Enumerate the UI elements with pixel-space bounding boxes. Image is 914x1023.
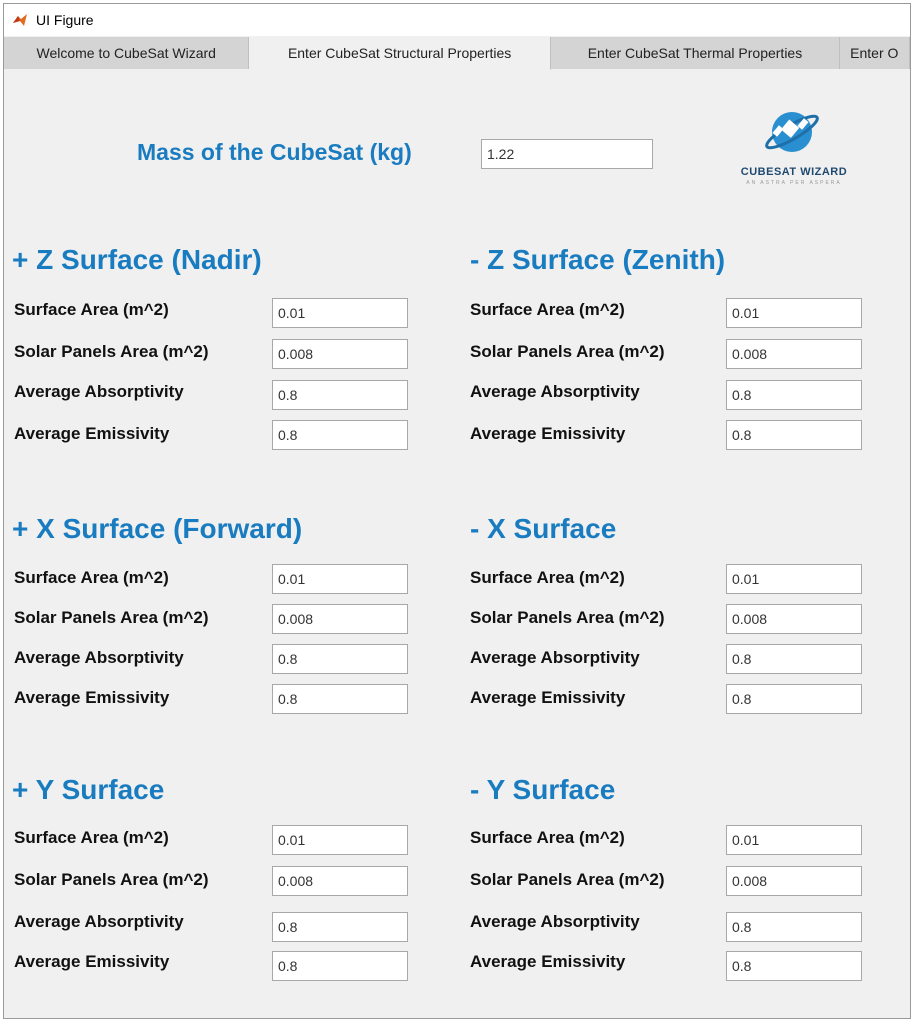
structural-properties-panel <box>4 70 910 1019</box>
plus-y-emissivity-label: Average Emissivity <box>14 952 170 971</box>
plus-y-solar-label: Solar Panels Area (m^2) <box>14 870 209 889</box>
minus-z-area-input[interactable]: 0.01 <box>726 298 862 328</box>
plus-z-emissivity-label: Average Emissivity <box>14 424 170 443</box>
minus-x-absorptivity-input[interactable]: 0.8 <box>726 644 862 674</box>
minus-y-absorptivity-input[interactable]: 0.8 <box>726 912 862 942</box>
plus-x-absorptivity-label: Average Absorptivity <box>14 648 184 667</box>
plus-y-solar-input[interactable]: 0.008 <box>272 866 408 896</box>
minus-y-absorptivity-label: Average Absorptivity <box>470 912 640 931</box>
tab-thermal-properties[interactable]: Enter CubeSat Thermal Properties <box>551 37 840 69</box>
plus-z-surface-title: + Z Surface (Nadir) <box>12 244 262 275</box>
minus-z-emissivity-label: Average Emissivity <box>470 424 626 443</box>
minus-z-absorptivity-input[interactable]: 0.8 <box>726 380 862 410</box>
minus-y-solar-label: Solar Panels Area (m^2) <box>470 870 665 889</box>
plus-z-absorptivity-input[interactable]: 0.8 <box>272 380 408 410</box>
plus-x-emissivity-label: Average Emissivity <box>14 688 170 707</box>
plus-y-surface-title: + Y Surface <box>12 774 165 805</box>
tab-welcome[interactable]: Welcome to CubeSat Wizard <box>4 37 249 69</box>
minus-z-emissivity-input[interactable]: 0.8 <box>726 420 862 450</box>
plus-z-solar-input[interactable]: 0.008 <box>272 339 408 369</box>
minus-x-emissivity-input[interactable]: 0.8 <box>726 684 862 714</box>
plus-z-absorptivity-label: Average Absorptivity <box>14 382 184 401</box>
ui-figure-window <box>3 3 911 1019</box>
cubesat-wizard-logo <box>724 106 864 186</box>
minus-y-emissivity-input[interactable]: 0.8 <box>726 951 862 981</box>
plus-z-solar-label: Solar Panels Area (m^2) <box>14 342 209 361</box>
minus-x-surface-title: - X Surface <box>470 513 617 544</box>
logo-subtext: AN ASTRA PER ASPERA <box>746 180 842 186</box>
plus-x-solar-label: Solar Panels Area (m^2) <box>14 608 209 627</box>
mass-label: Mass of the CubeSat (kg) <box>137 139 412 165</box>
plus-y-absorptivity-label: Average Absorptivity <box>14 912 184 931</box>
plus-x-area-label: Surface Area (m^2) <box>14 568 169 587</box>
plus-x-area-input[interactable]: 0.01 <box>272 564 408 594</box>
plus-x-surface-title: + X Surface (Forward) <box>12 513 303 544</box>
minus-y-emissivity-label: Average Emissivity <box>470 952 626 971</box>
plus-z-emissivity-input[interactable]: 0.8 <box>272 420 408 450</box>
minus-x-absorptivity-label: Average Absorptivity <box>470 648 640 667</box>
title-bar <box>4 4 910 36</box>
plus-y-absorptivity-input[interactable]: 0.8 <box>272 912 408 942</box>
minus-x-emissivity-label: Average Emissivity <box>470 688 626 707</box>
plus-y-area-input[interactable]: 0.01 <box>272 825 408 855</box>
mass-input[interactable]: 1.22 <box>481 139 653 169</box>
matlab-icon <box>12 12 28 28</box>
minus-z-solar-input[interactable]: 0.008 <box>726 339 862 369</box>
minus-y-surface-title: - Y Surface <box>470 774 616 805</box>
plus-y-emissivity-input[interactable]: 0.8 <box>272 951 408 981</box>
plus-z-area-label: Surface Area (m^2) <box>14 300 169 319</box>
logo-text: CUBESAT WIZARD <box>740 166 848 178</box>
minus-z-area-label: Surface Area (m^2) <box>470 300 625 319</box>
minus-x-solar-label: Solar Panels Area (m^2) <box>470 608 665 627</box>
minus-x-solar-input[interactable]: 0.008 <box>726 604 862 634</box>
minus-y-area-input[interactable]: 0.01 <box>726 825 862 855</box>
plus-x-emissivity-input[interactable]: 0.8 <box>272 684 408 714</box>
plus-y-area-label: Surface Area (m^2) <box>14 828 169 847</box>
minus-z-absorptivity-label: Average Absorptivity <box>470 382 640 401</box>
plus-x-absorptivity-input[interactable]: 0.8 <box>272 644 408 674</box>
minus-y-area-label: Surface Area (m^2) <box>470 828 625 847</box>
plus-z-area-input[interactable]: 0.01 <box>272 298 408 328</box>
tab-enter-other[interactable]: Enter O <box>840 37 910 69</box>
minus-y-solar-input[interactable]: 0.008 <box>726 866 862 896</box>
tab-bar <box>4 37 910 69</box>
minus-x-area-input[interactable]: 0.01 <box>726 564 862 594</box>
satellite-logo-icon <box>724 106 864 166</box>
minus-z-solar-label: Solar Panels Area (m^2) <box>470 342 665 361</box>
minus-z-surface-title: - Z Surface (Zenith) <box>470 244 726 275</box>
tab-structural-properties[interactable]: Enter CubeSat Structural Properties <box>249 37 550 70</box>
window-title: UI Figure <box>36 12 94 28</box>
minus-x-area-label: Surface Area (m^2) <box>470 568 625 587</box>
plus-x-solar-input[interactable]: 0.008 <box>272 604 408 634</box>
